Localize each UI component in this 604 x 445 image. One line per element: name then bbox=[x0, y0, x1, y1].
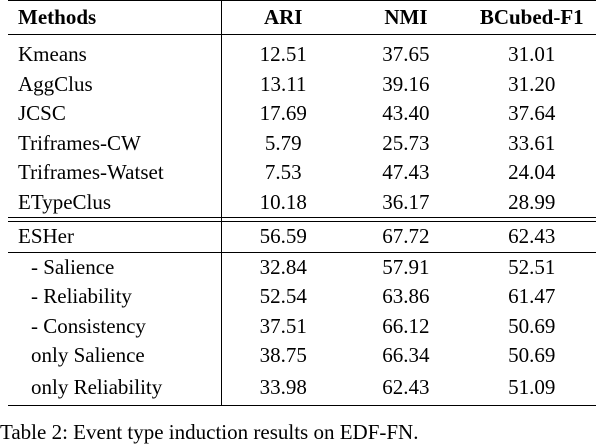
nmi-cell: 67.72 bbox=[382, 224, 430, 249]
method-cell: Triframes-CW bbox=[8, 129, 222, 159]
ari-cell: 52.54 bbox=[259, 284, 307, 309]
nmi-cell: 36.17 bbox=[382, 189, 430, 214]
nmi-cell: 37.65 bbox=[382, 42, 430, 67]
ari-cell: 32.84 bbox=[259, 254, 307, 279]
table-row bbox=[8, 158, 596, 188]
nmi-cell: 66.12 bbox=[382, 313, 430, 338]
nmi-cell: 66.34 bbox=[382, 343, 430, 368]
nmi-cell: 39.16 bbox=[382, 71, 430, 96]
table-row bbox=[8, 282, 596, 312]
table-row bbox=[8, 341, 596, 371]
ari-cell: 56.59 bbox=[259, 224, 307, 249]
method-cell: only Salience bbox=[8, 341, 222, 371]
table-row-esher bbox=[8, 222, 596, 252]
bcubed-cell: 33.61 bbox=[508, 130, 556, 155]
header-methods: Methods bbox=[8, 1, 222, 35]
bcubed-cell: 61.47 bbox=[508, 284, 556, 309]
results-table bbox=[8, 0, 596, 406]
method-cell: - Reliability bbox=[8, 282, 222, 312]
nmi-cell: 63.86 bbox=[382, 284, 430, 309]
nmi-cell: 25.73 bbox=[382, 130, 430, 155]
table-row bbox=[8, 129, 596, 159]
bcubed-cell: 37.64 bbox=[508, 101, 556, 126]
method-cell: only Reliability bbox=[8, 371, 222, 406]
ari-cell: 17.69 bbox=[259, 101, 307, 126]
bcubed-cell: 50.69 bbox=[508, 343, 556, 368]
table-row bbox=[8, 99, 596, 129]
bcubed-cell: 62.43 bbox=[508, 224, 556, 249]
bcubed-cell: 52.51 bbox=[508, 254, 556, 279]
results-table-wrapper bbox=[8, 0, 596, 406]
table-caption: Table 2: Event type induction results on EDF-FN. bbox=[0, 420, 419, 444]
header-nmi: NMI bbox=[344, 1, 467, 35]
table-row bbox=[8, 252, 596, 282]
header-ari: ARI bbox=[222, 1, 345, 35]
method-cell: Triframes-Watset bbox=[8, 158, 222, 188]
table-row bbox=[8, 371, 596, 406]
ari-cell: 7.53 bbox=[264, 160, 302, 185]
header-bcubed-f1: BCubed-F1 bbox=[468, 1, 596, 35]
ari-cell: 37.51 bbox=[259, 313, 307, 338]
method-cell: JCSC bbox=[8, 99, 222, 129]
method-cell: Kmeans bbox=[8, 35, 222, 70]
ari-cell: 12.51 bbox=[259, 42, 307, 67]
bcubed-cell: 28.99 bbox=[508, 189, 556, 214]
method-cell: AggClus bbox=[8, 70, 222, 100]
ari-cell: 5.79 bbox=[264, 130, 302, 155]
bcubed-cell: 31.20 bbox=[508, 71, 556, 96]
ari-cell: 10.18 bbox=[259, 189, 307, 214]
bcubed-cell: 50.69 bbox=[508, 313, 556, 338]
table-row bbox=[8, 70, 596, 100]
bcubed-cell: 51.09 bbox=[468, 371, 596, 406]
ari-cell: 38.75 bbox=[259, 343, 307, 368]
ari-cell: 33.98 bbox=[222, 371, 345, 406]
table-row bbox=[8, 312, 596, 342]
method-cell: ETypeClus bbox=[8, 188, 222, 218]
nmi-cell: 47.43 bbox=[382, 160, 430, 185]
table-row bbox=[8, 35, 596, 70]
bcubed-cell: 24.04 bbox=[508, 160, 556, 185]
nmi-cell: 62.43 bbox=[344, 371, 467, 406]
table-row bbox=[8, 188, 596, 218]
method-cell: - Salience bbox=[8, 252, 222, 282]
table-header-row bbox=[8, 1, 596, 35]
bcubed-cell: 31.01 bbox=[508, 42, 556, 67]
nmi-cell: 43.40 bbox=[382, 101, 430, 126]
nmi-cell: 57.91 bbox=[382, 254, 430, 279]
method-cell: - Consistency bbox=[8, 312, 222, 342]
method-cell: ESHer bbox=[8, 222, 222, 252]
ari-cell: 13.11 bbox=[259, 71, 307, 96]
